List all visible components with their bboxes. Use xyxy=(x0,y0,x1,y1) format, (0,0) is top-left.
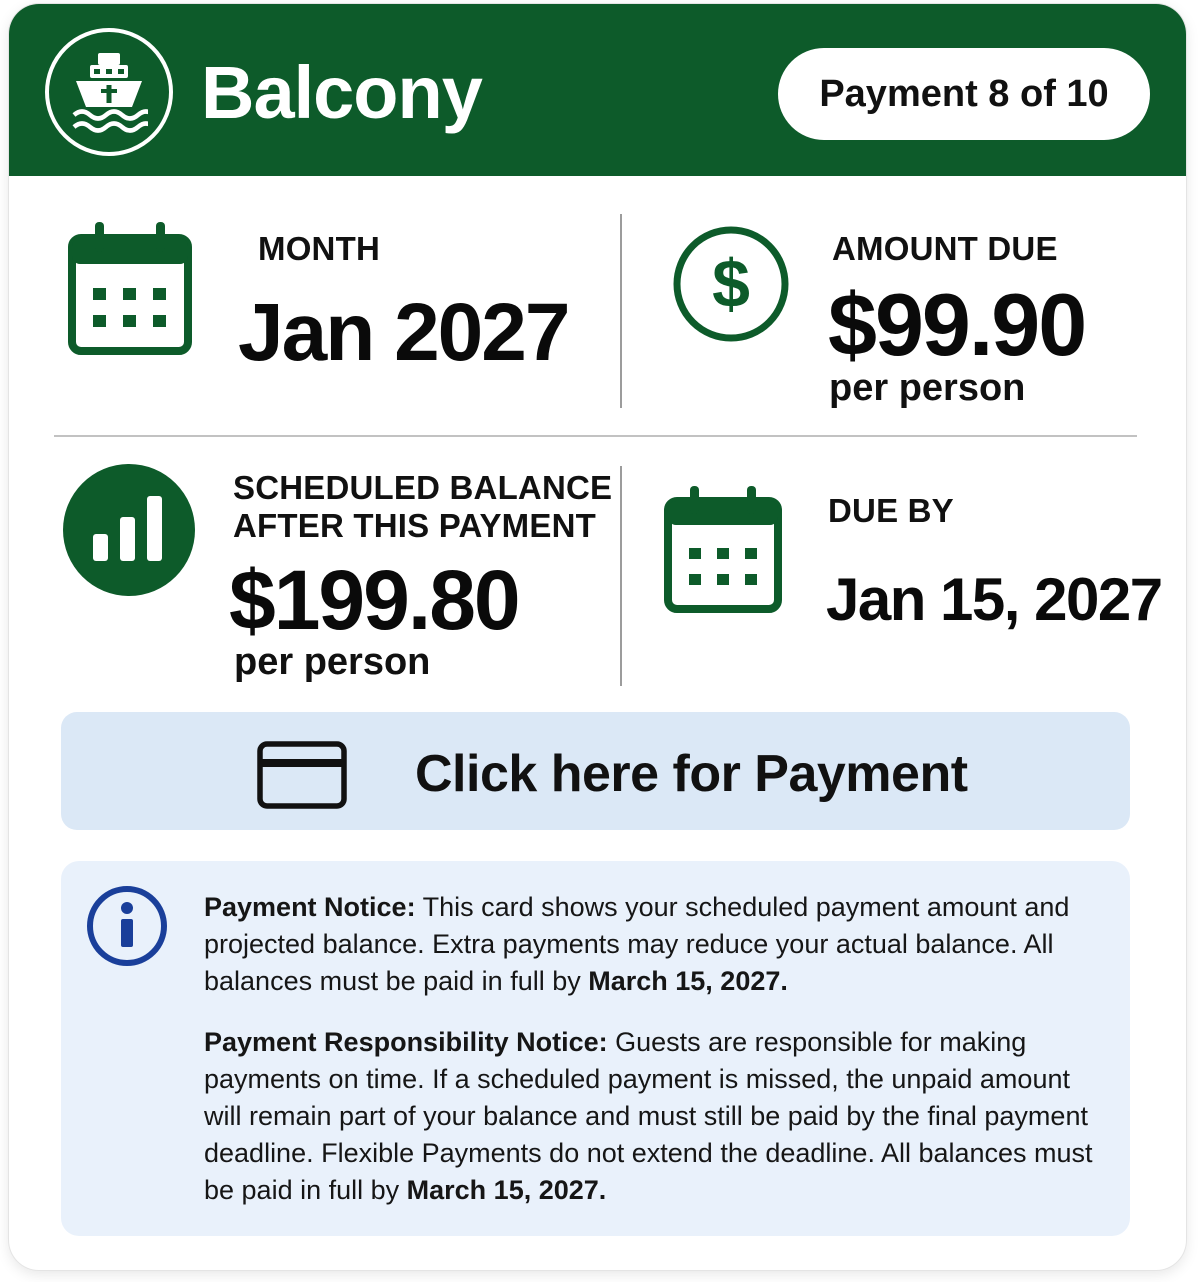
vertical-divider-top xyxy=(620,214,622,408)
payment-notice-title: Payment Notice: xyxy=(204,892,416,922)
scheduled-balance-unit: per person xyxy=(234,641,431,683)
notice-panel xyxy=(61,861,1130,1236)
bar-chart-icon xyxy=(62,463,196,602)
payment-button[interactable] xyxy=(61,712,1130,830)
amount-due-label: AMOUNT DUE xyxy=(832,230,1058,267)
horizontal-divider xyxy=(54,435,1137,437)
credit-card-icon xyxy=(257,741,347,814)
responsibility-notice-text xyxy=(204,1024,1104,1209)
amount-due-unit: per person xyxy=(829,367,1026,409)
svg-text:$: $ xyxy=(712,246,750,322)
due-by-label: DUE BY xyxy=(828,492,954,529)
responsibility-notice-title: Payment Responsibility Notice: xyxy=(204,1027,608,1057)
due-by-value: Jan 15, 2027 xyxy=(826,566,1162,633)
dollar-circle-icon xyxy=(671,224,791,349)
scheduled-balance-label-line1: SCHEDULED BALANCE xyxy=(233,469,613,506)
payment-button-label: Click here for Payment xyxy=(415,745,968,803)
calendar-icon xyxy=(67,218,195,363)
payment-notice-deadline: March 15, 2027. xyxy=(588,966,788,996)
vertical-divider-bottom xyxy=(620,466,622,686)
payment-notice-body: This card shows your scheduled payment amount and projected balance. Extra payments may reduce your actual balance. All balances must be paid in full by xyxy=(204,892,1070,996)
calendar-icon xyxy=(663,482,783,621)
cabin-title: Balcony xyxy=(201,51,482,134)
card-header xyxy=(9,4,1186,176)
info-icon xyxy=(85,884,169,973)
responsibility-notice-deadline: March 15, 2027. xyxy=(406,1175,607,1205)
payment-progress-badge: Payment 8 of 10 xyxy=(778,48,1150,140)
amount-due-value: $99.90 xyxy=(828,275,1086,374)
month-label: MONTH xyxy=(258,230,380,267)
payment-card xyxy=(9,4,1186,1270)
scheduled-balance-value: $199.80 xyxy=(229,553,519,647)
scheduled-balance-label-line2: AFTER THIS PAYMENT xyxy=(233,507,596,544)
responsibility-notice-body: Guests are responsible for making payments on time. If a scheduled payment is missed, the unpaid amount will remain part of your balance and must still be paid by the final payment deadline. Flexible Payments do not extend the deadline. All balances must be paid in full by xyxy=(204,1027,1093,1205)
month-value: Jan 2027 xyxy=(238,287,569,378)
payment-notice-text xyxy=(204,889,1104,1000)
cruise-ship-icon xyxy=(45,28,173,156)
